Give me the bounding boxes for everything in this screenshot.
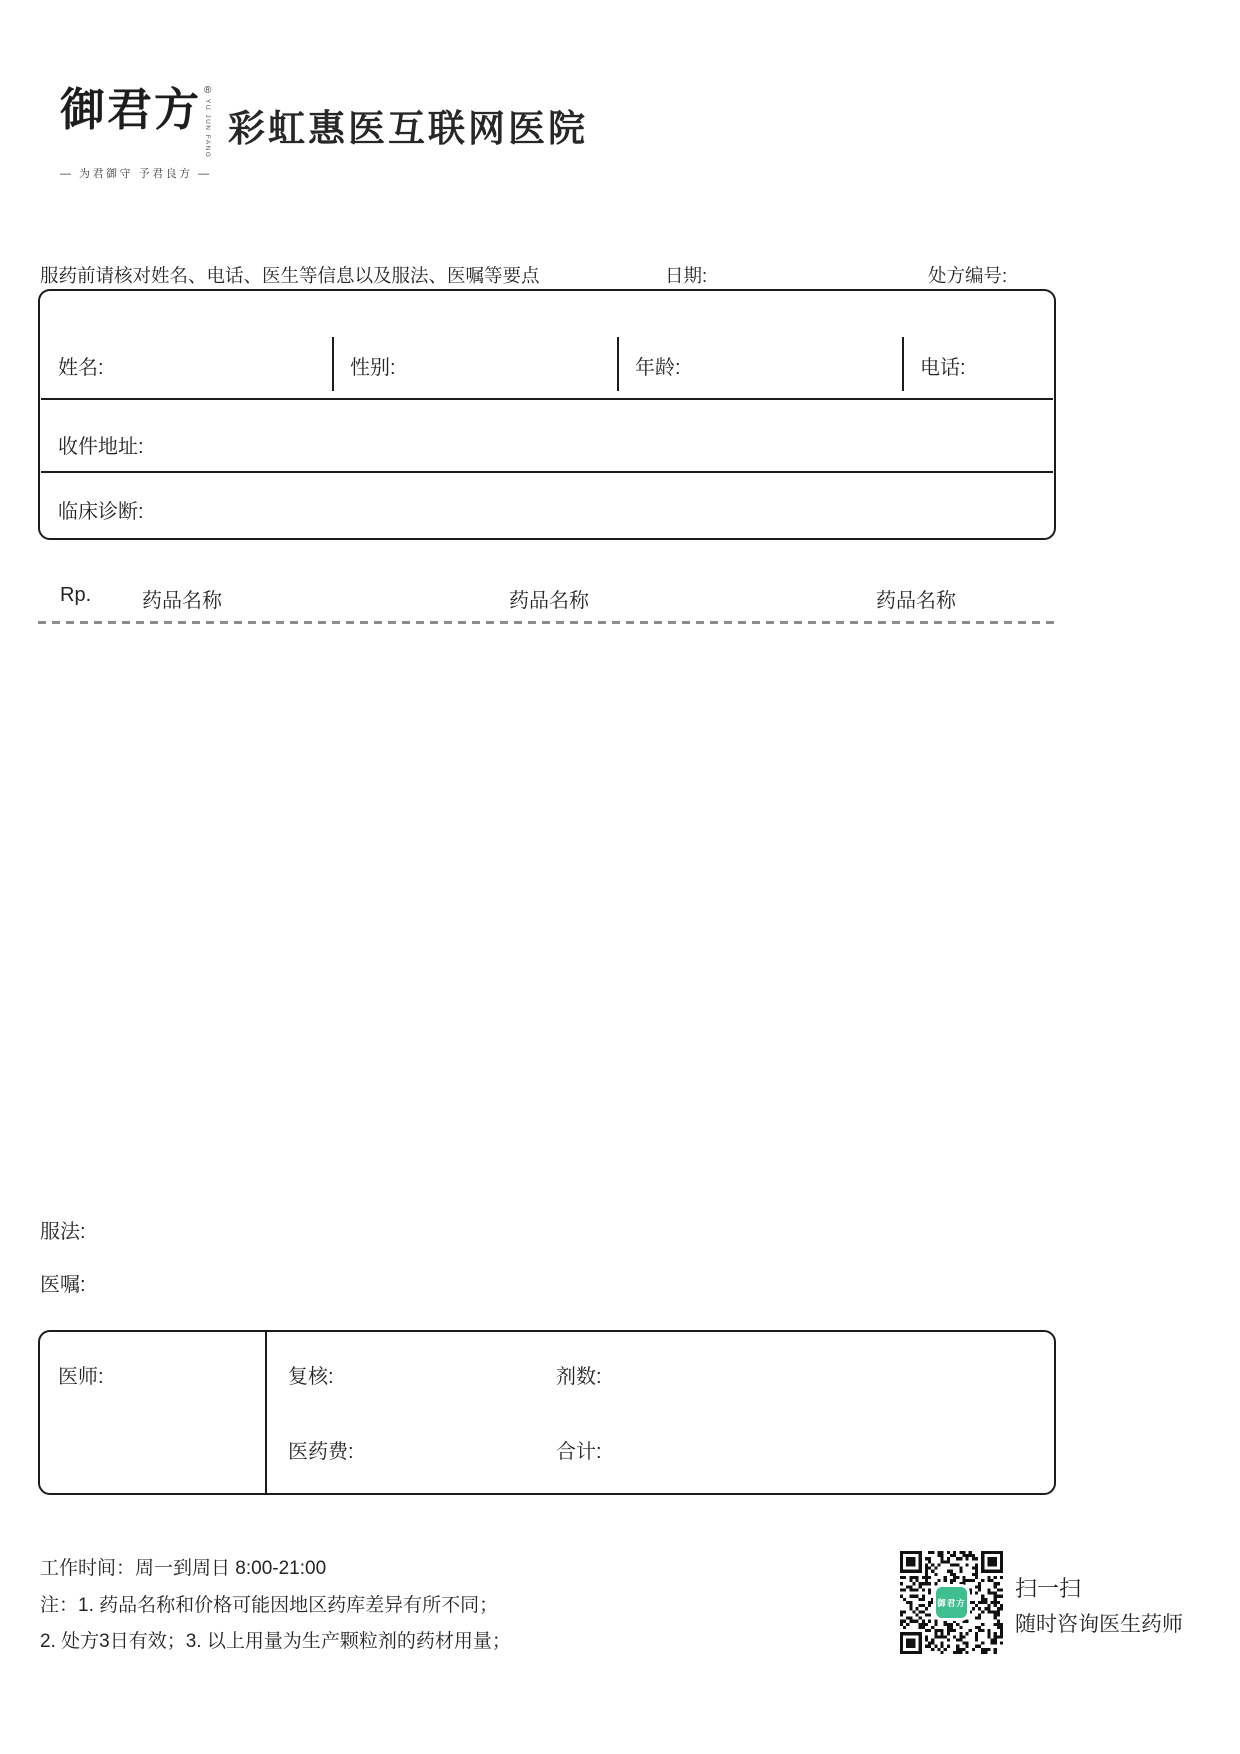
diagnosis-label: 临床诊断:	[58, 501, 144, 523]
drug-name-column-header: 药品名称	[876, 590, 956, 612]
fee-field	[288, 1435, 362, 1464]
age-field	[617, 291, 902, 398]
phone-field	[902, 291, 1054, 398]
doses-label: 剂数:	[556, 1366, 602, 1388]
rx-number-label: 处方编号:	[928, 265, 1008, 286]
brand-name: 御君方	[60, 83, 202, 136]
gender-field	[332, 291, 617, 398]
qr-center-logo: 御君方	[936, 1587, 967, 1618]
total-field	[556, 1435, 610, 1464]
rx-number-field	[928, 262, 1017, 288]
name-label: 姓名:	[58, 357, 104, 379]
date-label: 日期:	[665, 265, 708, 286]
drug-name-column-header: 药品名称	[509, 590, 589, 612]
cell-divider	[617, 337, 619, 391]
physician-label: 医师:	[58, 1366, 104, 1388]
verification-notice: 服药前请核对姓名、电话、医生等信息以及服法、医嘱等要点	[40, 265, 540, 286]
phone-label: 电话:	[920, 357, 966, 379]
patient-info-box	[38, 289, 1056, 540]
note-line-1: 注：1. 药品名称和价格可能因地区药库差异有所不同；	[40, 1595, 499, 1616]
gender-label: 性别:	[350, 357, 396, 379]
brand-side	[204, 86, 211, 158]
patient-row-basic	[40, 291, 1054, 398]
rp-label: Rp.	[60, 584, 92, 606]
brand-logo	[60, 83, 230, 181]
physician-field	[58, 1360, 112, 1389]
meta-row	[40, 262, 1060, 290]
qr-caption-scan: 扫一扫	[1015, 1576, 1082, 1601]
total-label: 合计:	[556, 1441, 602, 1463]
qr-code	[900, 1551, 1003, 1654]
working-hours: 工作时间：周一到周日 8:00-21:00	[40, 1558, 327, 1579]
prescription-header-row	[0, 584, 1240, 610]
address-label: 收件地址:	[58, 436, 144, 458]
doses-field	[556, 1360, 610, 1389]
address-field	[40, 398, 1054, 471]
prescription-items-area	[38, 630, 1056, 1200]
fee-label: 医药费:	[288, 1441, 354, 1463]
note-line-2: 2. 处方3日有效；3. 以上用量为生产颗粒剂的药材用量；	[40, 1631, 511, 1652]
name-field	[40, 291, 332, 398]
reviewer-field	[288, 1360, 342, 1389]
qr-caption-consult: 随时咨询医生药师	[1015, 1613, 1183, 1636]
age-label: 年龄:	[635, 357, 681, 379]
signoff-divider	[265, 1332, 267, 1493]
brand-tagline: — 为君御守 予君良方 —	[60, 168, 212, 181]
dashed-separator	[38, 621, 1056, 624]
cell-divider	[902, 337, 904, 391]
brand-name-english: YU JUN FANG	[204, 99, 212, 159]
advice-label: 医嘱:	[40, 1274, 86, 1296]
advice-field	[40, 1268, 94, 1297]
reviewer-label: 复核:	[288, 1366, 334, 1388]
drug-name-column-header: 药品名称	[142, 590, 222, 612]
diagnosis-field	[40, 471, 1054, 539]
date-field	[665, 262, 717, 288]
hospital-title: 彩虹惠医互联网医院	[228, 108, 588, 149]
registered-trademark-icon: ®	[204, 85, 212, 96]
cell-divider	[332, 337, 334, 391]
usage-label: 服法:	[40, 1221, 86, 1243]
usage-field	[40, 1215, 94, 1244]
signoff-box	[38, 1330, 1056, 1495]
